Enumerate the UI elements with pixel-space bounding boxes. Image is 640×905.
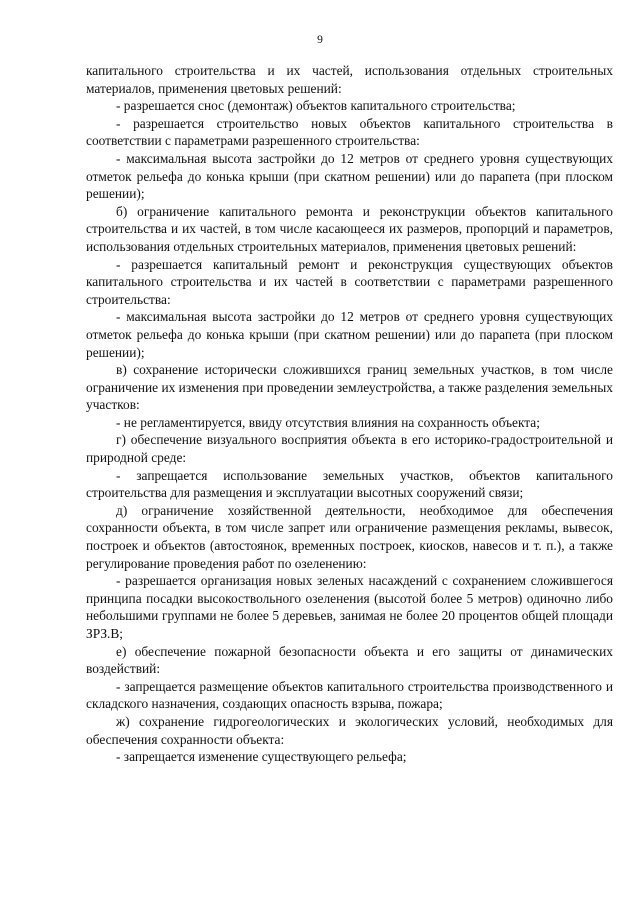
paragraph: - разрешается организация новых зеленых насаждений с сохранением сложившегося принципа посадки высокоствольного озеленения (высотой более 5 метров) одиночно либо небольшими группами не более 5 деревьев, занимая не более 20 процентов общей площади ЗРЗ.В;	[86, 573, 613, 641]
paragraph: ж) сохранение гидрогеологических и экологических условий, необходимых для обеспечения сохранности объекта:	[86, 713, 613, 747]
paragraph: - разрешается строительство новых объектов капитального строительства в соответствии с параметрами разрешенного строительства:	[86, 115, 613, 149]
paragraph: - запрещается размещение объектов капитального строительства производственного и складского назначения, создающих опасность взрыва, пожара;	[86, 678, 613, 712]
paragraph: в) сохранение исторически сложившихся границ земельных участков, в том числе ограничение их изменения при проведении землеустройства, а также разделения земельных участков:	[86, 362, 613, 413]
paragraph: - разрешается капитальный ремонт и реконструкция существующих объектов капитального строительства и их частей в соответствии с параметрами разрешенного строительства:	[86, 256, 613, 307]
paragraph: - запрещается использование земельных участков, объектов капитального строительства для размещения и эксплуатации высотных сооружений связи;	[86, 467, 613, 501]
paragraph: капитального строительства и их частей, использования отдельных строительных материалов, применения цветовых решений:	[86, 63, 613, 96]
paragraph: г) обеспечение визуального восприятия объекта в его историко-градостроительной и природной среде:	[86, 432, 613, 466]
paragraph: б) ограничение капитального ремонта и реконструкции объектов капитального строительства и их частей, в том числе касающееся их размеров, пропорций и параметров, использования отдельных строительных материалов, применения цветовых решений:	[86, 203, 613, 254]
paragraph: - разрешается снос (демонтаж) объектов капитального строительства;	[116, 98, 516, 114]
paragraph: - максимальная высота застройки до 12 метров от среднего уровня существующих отметок рельефа до конька крыши (при скатном решении) или до парапета (при плоском решении);	[86, 150, 613, 202]
paragraph: - максимальная высота застройки до 12 метров от среднего уровня существующих отметок рельефа до конька крыши (при скатном решении) или до парапета (при плоском решении);	[86, 309, 613, 360]
paragraph: - запрещается изменение существующего рельефа;	[116, 749, 407, 765]
paragraph: д) ограничение хозяйственной деятельности, необходимое для обеспечения сохранности объекта, в том числе запрет или ограничение размещения рекламы, вывесок, построек и объектов (автостоянок, временных построек, киосков, навесов и т. п.), а также регулирование проведения работ по озеленению:	[86, 502, 613, 571]
paragraph: - не регламентируется, ввиду отсутствия влияния на сохранность объекта;	[116, 414, 540, 430]
page-number: 9	[317, 34, 323, 46]
document-body	[86, 62, 613, 766]
paragraph: е) обеспечение пожарной безопасности объекта и его защиты от динамических воздействий:	[86, 643, 613, 677]
